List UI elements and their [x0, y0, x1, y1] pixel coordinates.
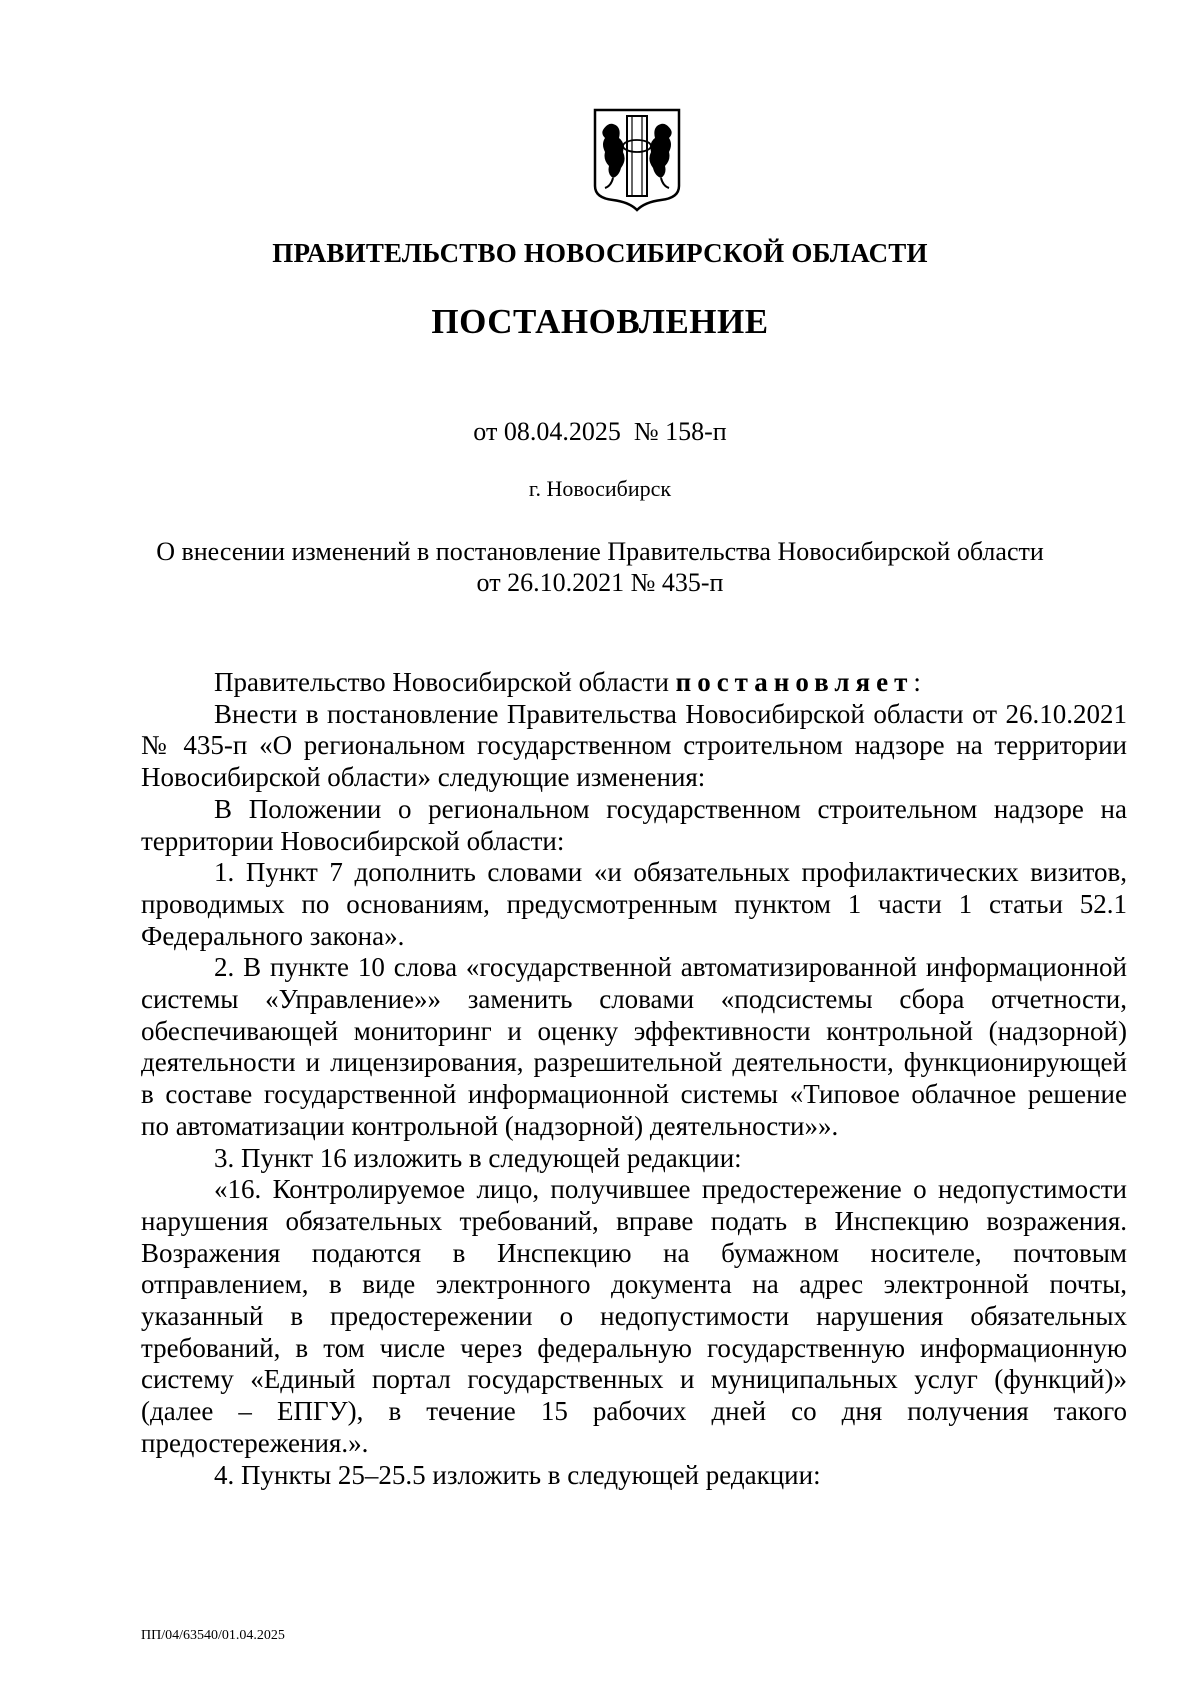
novosibirsk-coat-of-arms-icon — [591, 108, 683, 212]
resolution-intro — [141, 667, 1127, 699]
document-code: ПП/04/63540/01.04.2025 — [141, 1628, 285, 1643]
body-paragraph: Внести в постановление Правительства Новосибирской области от 26.10.2021 № 435-п «О региональном государственном строительном надзоре на территории Новосибирской области» следующие изменения: — [141, 698, 1127, 793]
document-body — [141, 667, 1127, 1491]
resolution-keyword: постановляет — [675, 667, 914, 697]
body-paragraph: «16. Контролируемое лицо, получившее предостережение о недопустимости нарушения обязательных требований, вправе подать в Инспекцию возражения. Возражения подаются в Инспекцию на бумажном носителе, почтовым отправлением, в виде электронного документа на адрес электронной почты, указанный в предостережении о недопустимости нарушения обязательных требований, в том числе через федеральную государственную информационную систему «Единый портал государственных и муниципальных услуг (функций)» (далее – ЕПГУ), в течение 15 рабочих дней со дня получения такого предостережения.». — [141, 1174, 1127, 1458]
document-subject — [0, 536, 1200, 598]
body-paragraph: В Положении о региональном государственном строительном надзоре на территории Новосибирской области: — [141, 793, 1127, 856]
body-paragraph: 3. Пункт 16 изложить в следующей редакции: — [214, 1142, 742, 1173]
organization-title: ПРАВИТЕЛЬСТВО НОВОСИБИРСКОЙ ОБЛАСТИ — [272, 238, 928, 268]
date-and-number: от 08.04.2025 № 158-п — [473, 417, 727, 446]
body-paragraph: 2. В пункте 10 слова «государственной автоматизированной информационной системы «Управление»» заменить словами «подсистемы сбора отчетности, обеспечивающей мониторинг и оценку эффективности контрольной (надзорной) деятельности и лицензирования, разрешительной деятельности, функционирующей в составе государственной информационной системы «Типовое облачное решение по автоматизации контрольной (надзорной) деятельности»». — [141, 952, 1127, 1141]
resolution-intro-prefix: Правительство Новосибирской области — [214, 667, 676, 697]
subject-line-2: от 26.10.2021 № 435-п — [476, 568, 724, 597]
subject-line-1: О внесении изменений в постановление Правительства Новосибирской области — [156, 537, 1044, 566]
city-name: г. Новосибирск — [528, 476, 672, 501]
document-type-title: ПОСТАНОВЛЕНИЕ — [431, 302, 769, 341]
body-paragraph: 1. Пункт 7 дополнить словами «и обязательных профилактических визитов, проводимых по основаниям, предусмотренным пунктом 1 части 1 статьи 52.1 Федерального закона». — [141, 857, 1127, 951]
resolution-intro-suffix: : — [913, 667, 921, 697]
body-paragraph: 4. Пункты 25–25.5 изложить в следующей редакции: — [214, 1459, 821, 1490]
